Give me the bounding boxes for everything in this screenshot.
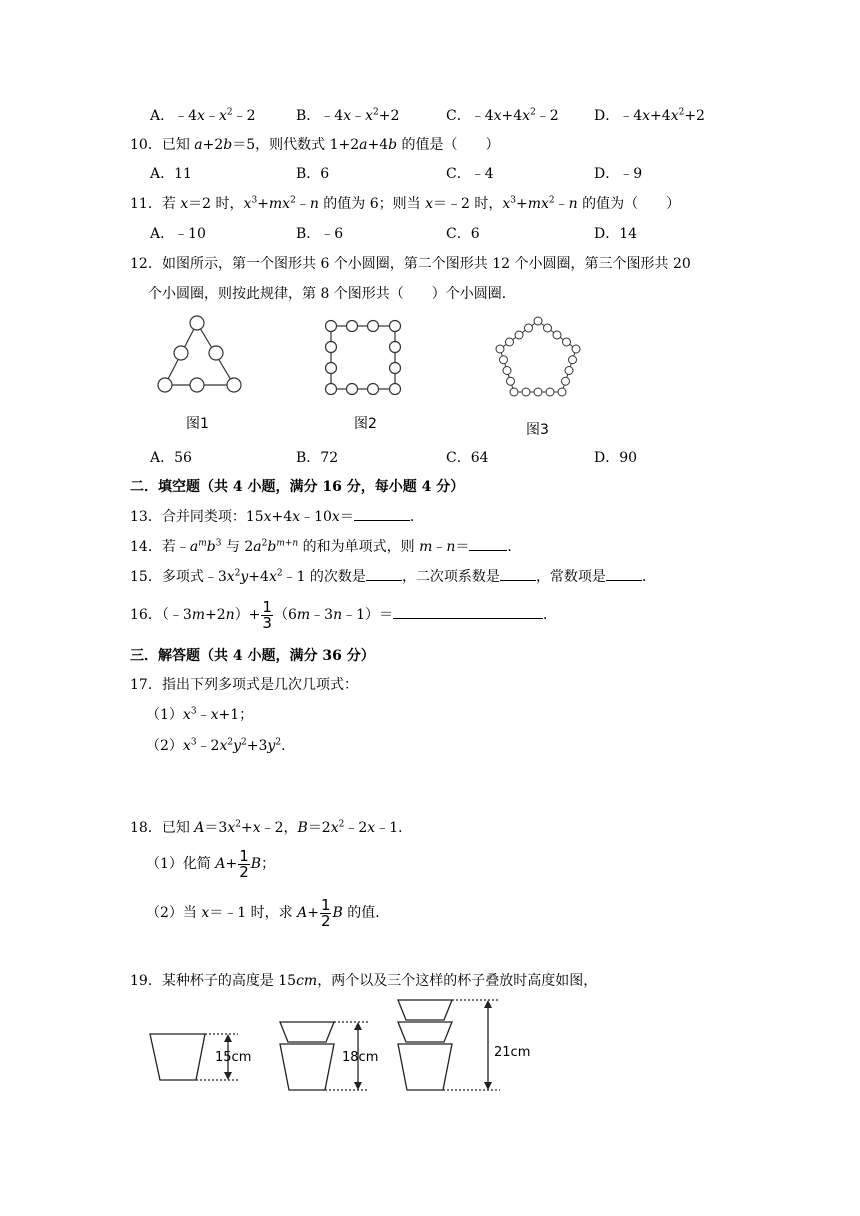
q11-option-b: B．﹣6 <box>296 226 344 242</box>
q15-stem: 15．多项式$﹣3x^2y+4x^2﹣1$ 的次数是 ，二次项系数是 ，常数项是 ． <box>130 566 656 587</box>
q9-option-a: A．$﹣4x﹣x^2﹣2$ <box>150 107 256 124</box>
q12-figure-square <box>320 316 406 398</box>
q11-stem: 11．若 x＝2 时，$x^3+mx^2﹣n$ 的值为 6；则当 x＝﹣2 时，$x^3+mx^2﹣n$ 的值为（ ） <box>130 195 681 212</box>
q12-option-a: A．56 <box>150 450 192 466</box>
cup-height-15: 15cm <box>215 1050 252 1065</box>
q10-option-a: A．11 <box>150 166 192 182</box>
q17-part-2: $(2)x^3﹣2x^2y^2+3y^2$． <box>146 737 296 754</box>
q18-part-2: （2）当 x＝﹣1 时，求 A+ $\frac{1}{2}$ B 的值． <box>146 895 390 930</box>
q12-figure-label-1: 图1 <box>186 416 209 432</box>
q17-stem: 指出下列多项式是几次几项式： <box>162 677 358 693</box>
cup-height-18: 18cm <box>342 1050 379 1065</box>
q10-option-b: B．6 <box>296 166 330 182</box>
q19-cups-figure <box>140 994 540 1098</box>
cup-height-21: 21cm <box>494 1045 531 1060</box>
q18-fraction-1: $\frac{1}{2}$ <box>239 846 249 881</box>
q9-option-b: B．$﹣4x﹣x^2+2$ <box>296 107 400 124</box>
q12-stem-line2: 个小圆圈，则按此规律，第 8 个图形共（ ）个小圆圈． <box>148 286 516 302</box>
q16-stem: 16．（﹣3m+2n）+ $\frac{1}{3}$ （6m﹣3n﹣1）＝ ． <box>130 597 558 632</box>
q18-part-1: （1）化简 A+ $\frac{1}{2}$ B； <box>146 846 276 881</box>
q12-option-b: B．72 <box>296 450 339 466</box>
q12-option-d: D．90 <box>594 450 638 466</box>
q13-stem: 13．合并同类项：15x+4x﹣10x＝ ． <box>130 506 424 527</box>
section-2-title: 二．填空题（共 4 小题，满分 16 分，每小题 4 分） <box>130 479 465 495</box>
q11-option-a: A．﹣10 <box>150 226 206 242</box>
q11-option-d: D．14 <box>594 226 638 242</box>
q10-option-c: C．﹣4 <box>446 166 494 182</box>
q19-stem: 19．某种杯子的高度是 15cm，两个以及三个这样的杯子叠放时高度如图， <box>130 973 598 989</box>
q14-stem: 14．若$﹣a^mb^3$ 与 $2a^2b^{m+n}$ 的和为单项式，则 m﹣n＝ ． <box>130 536 521 557</box>
q10-option-d: D．﹣9 <box>594 166 643 182</box>
q12-figure-triangle <box>150 312 250 398</box>
q11-option-c: C．6 <box>446 226 480 242</box>
q12-figure-label-3: 图3 <box>526 422 549 438</box>
q17-number: 17． <box>130 677 162 693</box>
q9-option-c: C．$﹣4x+4x^2﹣2$ <box>446 107 559 124</box>
q12-figure-label-2: 图2 <box>354 416 377 432</box>
q12-option-c: C．64 <box>446 450 489 466</box>
q12-stem-line1: 如图所示，第一个图形共 6 个小圆圈，第二个图形共 12 个小圆圈，第三个图形共 20 <box>162 256 691 272</box>
q18-fraction-2: $\frac{1}{2}$ <box>320 895 331 930</box>
q9-option-d: D．$﹣4x+4x^2+2$ <box>594 107 705 124</box>
section-3-title: 三．解答题（共 4 小题，满分 36 分） <box>130 648 375 664</box>
q16-fraction: $\frac{1}{3}$ <box>262 597 272 632</box>
q12-figure-pentagon <box>490 312 586 398</box>
q18-stem: 18．已知 $A=3x^2+x﹣2$，$B=2x^2﹣2x﹣1$． <box>130 819 413 836</box>
q10-stem: 10．已知 a+2b＝5，则代数式 1+2a+4b 的值是（ ） <box>130 137 500 153</box>
q17-part-1: $(1)x^3﹣x+1$； <box>146 706 254 723</box>
q12-number: 12． <box>130 256 162 272</box>
